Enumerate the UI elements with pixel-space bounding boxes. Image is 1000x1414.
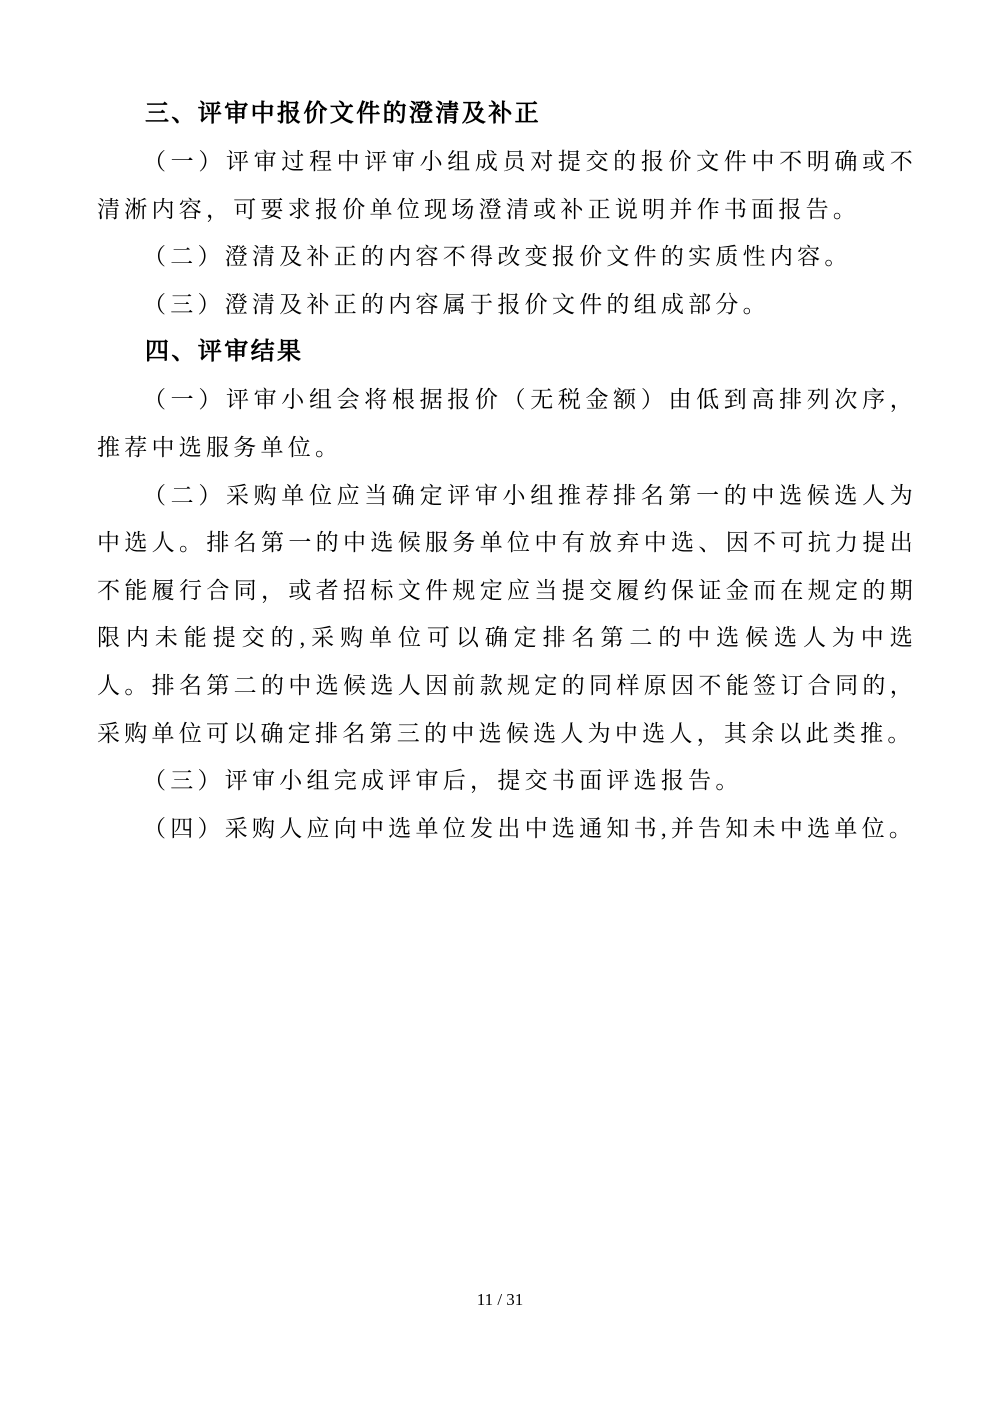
paragraph-clarification-3: （三）澄清及补正的内容属于报价文件的组成部分。 [143,291,770,317]
page-footer [0,1290,1000,1310]
document-content [97,90,917,852]
paragraph-clarification-2: （二）澄清及补正的内容不得改变报价文件的实质性内容。 [143,244,852,270]
paragraph-result-3: （三）评审小组完成评审后，提交书面评选报告。 [143,768,743,794]
paragraph-result-1: （一）评审小组会将根据报价（无税金额）由低到高排列次序，推荐中选服务单位。 [97,387,917,460]
paragraph-clarification-1: （一）评审过程中评审小组成员对提交的报价文件中不明确或不清淅内容，可要求报价单位现场澄清或补正说明并作书面报告。 [97,149,917,222]
page-number: 11 / 31 [476,1290,524,1309]
section-heading-clarification: 三、评审中报价文件的澄清及补正 [145,100,541,127]
section-heading-review-result: 四、评审结果 [145,338,304,366]
paragraph-result-4: （四）采购人应向中选单位发出中选通知书,并告知未中选单位。 [143,815,917,841]
paragraph-result-2: （二）采购单位应当确定评审小组推荐排名第一的中选候选人为中选人。排名第一的中选候服务单位中有放弃中选、因不可抗力提出不能履行合同，或者招标文件规定应当提交履约保证金而在规定的期限内未能提交的,采购单位可以确定排名第二的中选候选人为中选人。排名第二的中选候选人因前款规定的同样原因不能签订合同的，采购单位可以确定排名第三的中选候选人为中选人，其余以此类推。 [97,482,917,746]
